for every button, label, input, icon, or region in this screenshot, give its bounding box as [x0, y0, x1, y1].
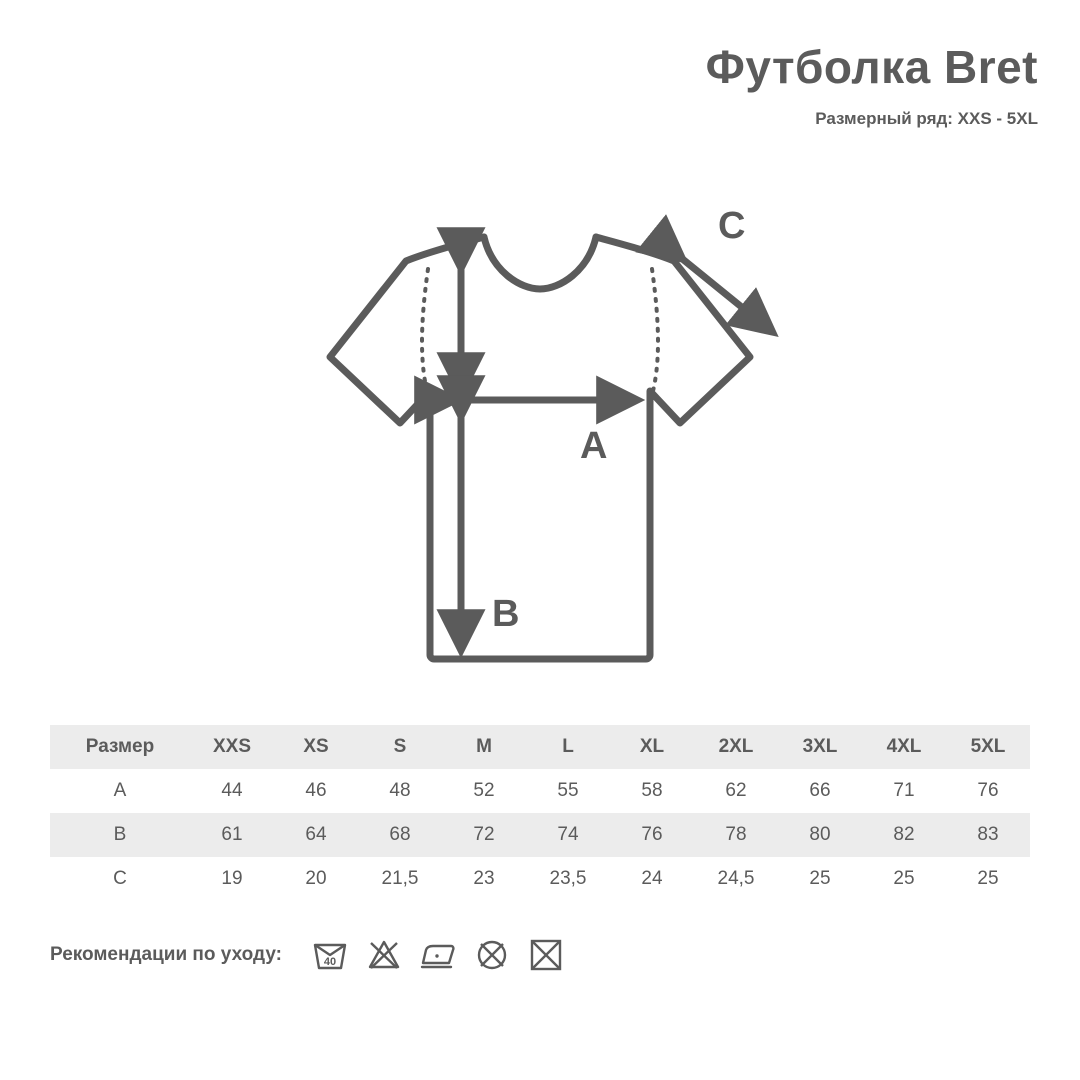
cell-b-xl: 76	[610, 813, 694, 857]
cell-a-xl: 58	[610, 769, 694, 813]
column-header-xs: XS	[274, 725, 358, 769]
column-header-5xl: 5XL	[946, 725, 1030, 769]
care-icon-list	[310, 935, 566, 975]
row-label-c: C	[50, 857, 190, 901]
cell-b-l: 74	[526, 813, 610, 857]
cell-a-l: 55	[526, 769, 610, 813]
cell-b-xxs: 61	[190, 813, 274, 857]
wash-40-icon	[310, 935, 350, 975]
row-label-a: A	[50, 769, 190, 813]
size-table-head	[50, 725, 1030, 769]
cell-b-3xl: 80	[778, 813, 862, 857]
tshirt-illustration	[0, 185, 1080, 695]
column-header-xl: XL	[610, 725, 694, 769]
do-not-dry-clean-icon	[472, 935, 512, 975]
cell-c-m: 23	[442, 857, 526, 901]
cell-b-s: 68	[358, 813, 442, 857]
tshirt-diagram-svg	[0, 185, 1080, 695]
do-not-bleach-icon	[364, 935, 404, 975]
cell-c-xl: 24	[610, 857, 694, 901]
dimension-arrow-c	[680, 257, 770, 330]
cell-a-xxs: 44	[190, 769, 274, 813]
cell-c-3xl: 25	[778, 857, 862, 901]
cell-c-5xl: 25	[946, 857, 1030, 901]
cell-a-5xl: 76	[946, 769, 1030, 813]
label-a: A	[580, 425, 608, 467]
cell-b-2xl: 78	[694, 813, 778, 857]
table-row	[50, 813, 1030, 857]
right-sleeve-seam	[652, 269, 658, 395]
cell-c-2xl: 24,5	[694, 857, 778, 901]
cell-a-3xl: 66	[778, 769, 862, 813]
column-header-4xl: 4XL	[862, 725, 946, 769]
column-header-l: L	[526, 725, 610, 769]
table-row	[50, 857, 1030, 901]
cell-a-4xl: 71	[862, 769, 946, 813]
size-table-body	[50, 769, 1030, 901]
cell-c-xxs: 19	[190, 857, 274, 901]
cell-c-4xl: 25	[862, 857, 946, 901]
column-header-s: S	[358, 725, 442, 769]
column-header-m: M	[442, 725, 526, 769]
column-header-size: Размер	[50, 725, 190, 769]
row-label-b: B	[50, 813, 190, 857]
iron-low-icon	[418, 935, 458, 975]
care-instructions	[50, 935, 566, 975]
table-row	[50, 769, 1030, 813]
cell-a-m: 52	[442, 769, 526, 813]
cell-a-xs: 46	[274, 769, 358, 813]
page-title: Футболка Bret	[705, 41, 1038, 93]
cell-b-xs: 64	[274, 813, 358, 857]
label-c: C	[718, 205, 746, 247]
column-header-3xl: 3XL	[778, 725, 862, 769]
do-not-tumble-dry-icon	[526, 935, 566, 975]
size-table	[50, 725, 1030, 901]
left-sleeve-seam	[422, 269, 428, 395]
care-label: Рекомендации по уходу:	[50, 944, 282, 965]
header	[706, 42, 1038, 129]
cell-c-s: 21,5	[358, 857, 442, 901]
column-header-xxs: XXS	[190, 725, 274, 769]
table-header-row	[50, 725, 1030, 769]
size-range-subtitle: Размерный ряд: XXS - 5XL	[815, 108, 1038, 128]
cell-a-s: 48	[358, 769, 442, 813]
column-header-2xl: 2XL	[694, 725, 778, 769]
label-b: B	[492, 593, 520, 635]
cell-b-5xl: 83	[946, 813, 1030, 857]
svg-text:40: 40	[323, 956, 337, 968]
cell-c-xs: 20	[274, 857, 358, 901]
cell-b-m: 72	[442, 813, 526, 857]
cell-b-4xl: 82	[862, 813, 946, 857]
cell-c-l: 23,5	[526, 857, 610, 901]
cell-a-2xl: 62	[694, 769, 778, 813]
